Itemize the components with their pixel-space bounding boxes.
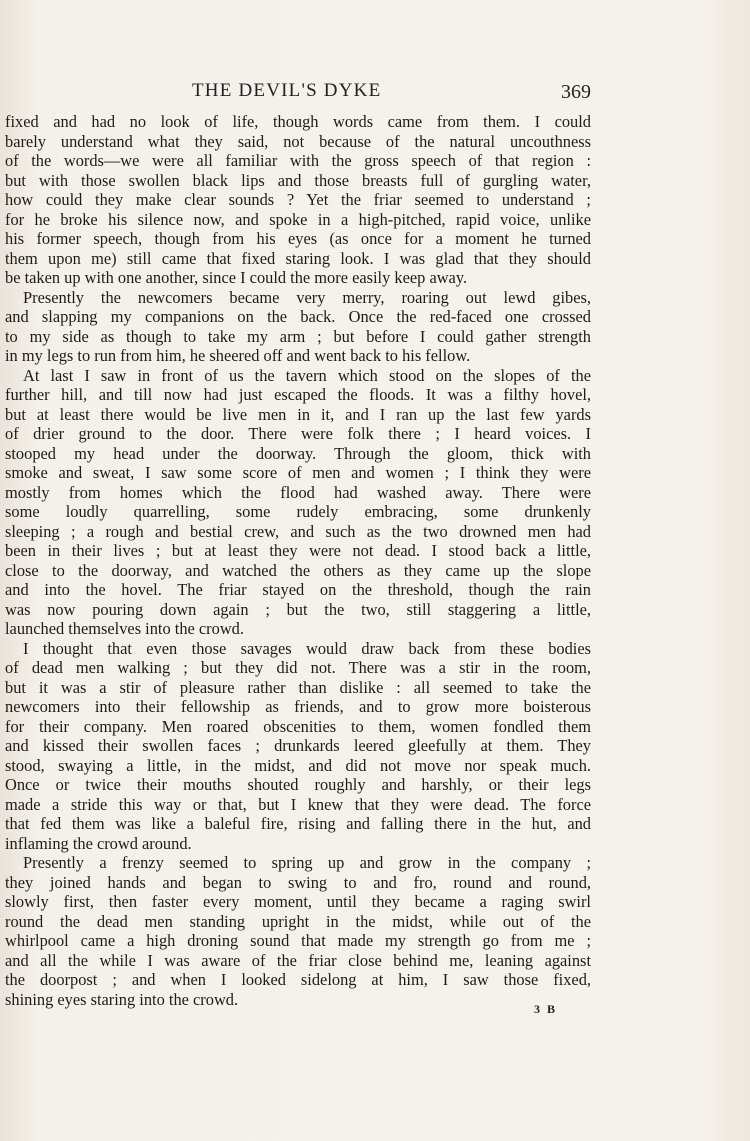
text-line: and all the while I was aware of the friar close behind me, leaning against: [5, 950, 591, 970]
text-line: of drier ground to the door. There were folk there ; I heard voices. I: [5, 424, 591, 443]
running-title: THE DEVIL'S DYKE: [192, 80, 382, 101]
text-line: they joined hands and began to swing to and fro, round and round,: [5, 872, 591, 892]
text-line: but at least there would be live men in it, and I ran up the last few yards: [5, 404, 591, 424]
text-line: barely understand what they said, not because of the natural uncouthness: [5, 131, 591, 151]
text-line: mostly from homes which the flood had washed away. There were: [5, 482, 591, 502]
text-line: them upon me) still came that fixed staring look. I was glad that they should: [5, 248, 591, 268]
text-line: how could they make clear sounds ? Yet the friar seemed to understand ;: [5, 190, 591, 209]
text-line: inflaming the crowd around.: [5, 833, 192, 853]
text-line: been in their lives ; but at least they were not dead. I stood back a little,: [5, 541, 591, 560]
text-line: Presently the newcomers became very merry, roaring out lewd gibes,: [23, 287, 591, 307]
text-line: some loudly quarrelling, some rudely embracing, some drunkenly: [5, 502, 591, 521]
text-line: of the words—we were all familiar with the gross speech of that region :: [5, 151, 591, 170]
text-line: in my legs to run from him, he sheered off and went back to his fellow.: [5, 346, 471, 365]
text-line: close to the doorway, and watched the others as they came up the slope: [5, 560, 591, 580]
text-line: stooped my head under the doorway. Through the gloom, thick with: [5, 443, 591, 463]
paragraph: [5, 853, 591, 1009]
paragraph: [5, 366, 591, 639]
text-line: whirlpool came a high droning sound that made my strength go from me ;: [5, 931, 591, 950]
text-line: round the dead men standing upright in the midst, while out of the: [5, 911, 591, 931]
text-line: slowly first, then faster every moment, until they became a raging swirl: [5, 892, 591, 911]
paragraph: [5, 112, 591, 288]
text-line: and kissed their swollen faces ; drunkards leered gleefully at them. They: [5, 736, 591, 755]
text-line: was now pouring down again ; but the two, still staggering a little,: [5, 599, 591, 619]
text-line: Presently a frenzy seemed to spring up and grow in the company ;: [23, 853, 591, 872]
paragraph: [5, 288, 591, 366]
text-line: for he broke his silence now, and spoke in a high-pitched, rapid voice, unlike: [5, 209, 591, 229]
page-number: 369: [561, 81, 591, 103]
text-line: but it was a stir of pleasure rather than dislike : all seemed to take the: [5, 677, 591, 697]
text-line: At last I saw in front of us the tavern which stood on the slopes of the: [23, 365, 591, 385]
text-line: the doorpost ; and when I looked sidelong at him, I saw those fixed,: [5, 970, 591, 989]
text-line: I thought that even those savages would draw back from these bodies: [23, 638, 591, 658]
text-line: sleeping ; a rough and bestial crew, and such as the two drowned men had: [5, 521, 591, 541]
body-text: [5, 112, 591, 1009]
text-line: made a stride this way or that, but I knew that they were dead. The force: [5, 794, 591, 814]
text-line: shining eyes staring into the crowd.: [5, 989, 239, 1009]
text-line: fixed and had no look of life, though words came from them. I could: [5, 112, 591, 131]
text-line: further hill, and till now had just escaped the floods. It was a filthy hovel,: [5, 385, 591, 404]
text-line: newcomers into their fellowship as friends, and to grow more boisterous: [5, 697, 591, 716]
text-line: that fed them was like a baleful fire, rising and falling there in the hut, and: [5, 814, 591, 833]
text-line: for their company. Men roared obscenities to them, women fondled them: [5, 716, 591, 736]
text-line: to my side as though to take my arm ; but before I could gather strength: [5, 326, 591, 346]
text-line: his former speech, though from his eyes (as once for a moment he turned: [5, 229, 591, 248]
signature-mark: 3 B: [534, 1002, 558, 1016]
text-line: and into the hovel. The friar stayed on the threshold, though the rain: [5, 580, 591, 599]
text-line: launched themselves into the crowd.: [5, 619, 244, 638]
text-line: smoke and sweat, I saw some score of men and women ; I think they were: [5, 463, 591, 482]
text-line: Once or twice their mouths shouted roughly and harshly, or their legs: [5, 775, 591, 794]
text-line: of dead men walking ; but they did not. There was a stir in the room,: [5, 658, 591, 677]
text-line: stood, swaying a little, in the midst, and did not move nor speak much.: [5, 755, 591, 775]
text-line: be taken up with one another, since I could the more easily keep away.: [5, 268, 468, 287]
text-line: and slapping my companions on the back. Once the red-faced one crossed: [5, 307, 591, 326]
paragraph: [5, 639, 591, 854]
text-line: but with those swollen black lips and those breasts full of gurgling water,: [5, 170, 591, 190]
running-head: [0, 80, 750, 110]
